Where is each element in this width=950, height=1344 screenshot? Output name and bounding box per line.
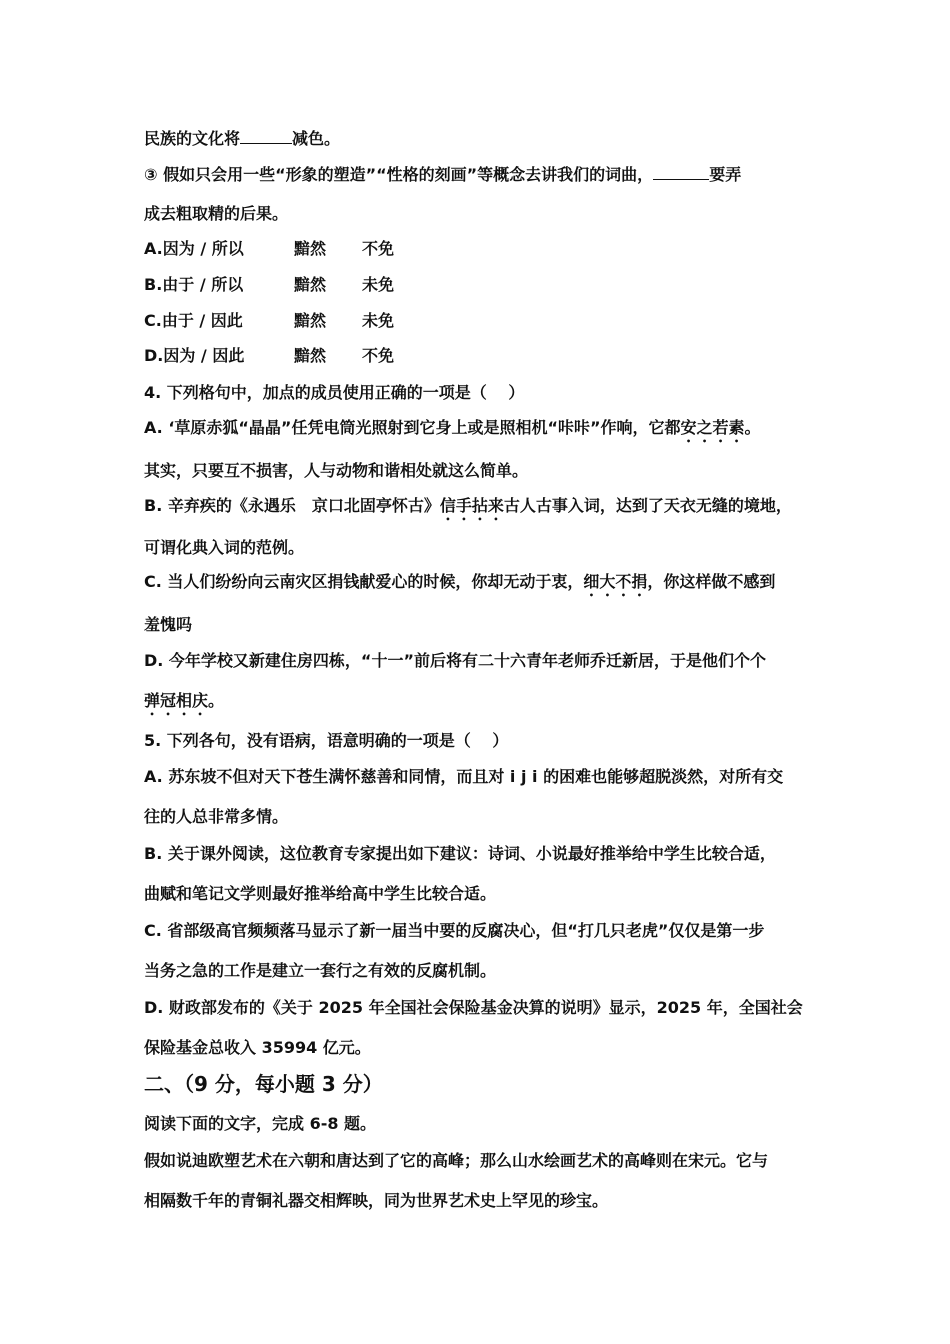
q4-option-c [144, 571, 840, 600]
answer-blank [240, 127, 292, 144]
q4-option-b [144, 495, 840, 524]
dotted-phrase: 安之若素 [680, 418, 745, 437]
q4-option-d-line2 [144, 690, 840, 719]
q5-option-d: D. 财政部发布的《关于 2025 年全国社会保险基金决算的说明》显示，2025 年，全国社会 [144, 998, 803, 1017]
q4-option-c-line2: 羞愧吗 [144, 615, 193, 634]
section-instruction: 阅读下面的文字，完成 6-8 题。 [144, 1114, 377, 1133]
q5-option-d-line2: 保险基金总收入 35994 亿元。 [144, 1038, 371, 1057]
option-label: A.因为 / 所以 [144, 239, 244, 258]
text-segment: 。 [744, 418, 761, 437]
dotted-phrase: 信手拈来 [439, 496, 504, 515]
passage-paragraph: 假如说迪欧塑艺术在六朝和唐达到了它的高峰；那么山水绘画艺术的高峰则在宋元。它与 [144, 1151, 769, 1170]
q4-option-d: D. 今年学校又新建住房四栋，“十一”前后将有二十六青年老师乔迁新居，于是他们个个 [144, 651, 766, 670]
q4-stem: 4. 下列格句中，加点的成员使用正确的一项是（ ） [144, 383, 525, 402]
text-segment: 减色。 [292, 129, 341, 148]
q3-option-a [144, 238, 840, 260]
option-word: 不免 [362, 346, 395, 365]
option-label: B.由于 / 所以 [144, 275, 244, 294]
q5-option-c: C. 省部级高官频频落马显示了新一届当中要的反腐决心，但“打几只老虎”仅仅是第一步 [144, 921, 765, 940]
text-segment: ，你这样做不感到 [647, 572, 776, 591]
option-word: 黯然 [294, 275, 327, 294]
text-segment: B. 辛弃疾的《永遇乐 京口北固亭怀古》 [144, 496, 440, 515]
q5-option-b: B. 关于课外阅读，这位教育专家提出如下建议：诗词、小说最好推举给中学生比较合适， [144, 844, 776, 863]
q4-option-b-line2: 可谓化典入词的范例。 [144, 538, 305, 557]
q5-stem: 5. 下列各句，没有语病，语意明确的一项是（ ） [144, 731, 509, 750]
dotted-phrase: 细大不捐 [583, 572, 648, 591]
q3-sentence-2-end [144, 127, 840, 150]
q3-option-b [144, 274, 840, 296]
option-label: C.由于 / 因此 [144, 311, 243, 330]
q3-option-c [144, 310, 840, 332]
q4-option-a-line2: 其实，只要互不损害，人与动物和谐相处就这么简单。 [144, 461, 529, 480]
q5-option-c-line2: 当务之急的工作是建立一套行之有效的反腐机制。 [144, 961, 497, 980]
text-segment: 要弄 [709, 165, 742, 184]
text-segment: A. ‘草原赤狐“晶晶”任凭电筒光照射到它身上或是照相机“咔咔”作响，它都 [144, 418, 681, 437]
text-segment: 民族的文化将 [144, 129, 241, 148]
q4-option-a [144, 417, 840, 446]
text-segment: ③ 假如只会用一些“形象的塑造”“性格的刻画”等概念去讲我们的词曲， [144, 165, 654, 184]
option-word: 黯然 [294, 239, 327, 258]
q5-option-a: A. 苏东坡不但对天下苍生满怀慈善和同情，而且对 i j i 的困难也能够超脱淡然，对所有交 [144, 767, 784, 786]
q3-option-d [144, 345, 840, 367]
answer-blank [653, 163, 709, 180]
q5-option-a-line2: 往的人总非常多情。 [144, 807, 289, 826]
passage-paragraph-line2: 相隔数千年的青铜礼器交相辉映，同为世界艺术史上罕见的珍宝。 [144, 1191, 609, 1210]
option-word: 黯然 [294, 346, 327, 365]
option-label: D.因为 / 因此 [144, 346, 245, 365]
option-word: 未免 [362, 311, 395, 330]
dotted-phrase: 弹冠相庆 [144, 691, 209, 710]
option-word: 未免 [362, 275, 395, 294]
option-word: 黯然 [294, 311, 327, 330]
section-heading: 二、（9 分，每小题 3 分） [144, 1072, 383, 1096]
option-word: 不免 [362, 239, 395, 258]
q3-sentence-3 [144, 163, 840, 186]
text-segment: 。 [208, 691, 225, 710]
text-segment: 古人古事入词，达到了天衣无缝的境地， [503, 496, 792, 515]
q5-option-b-line2: 曲赋和笔记文学则最好推举给高中学生比较合适。 [144, 884, 497, 903]
text-segment: C. 当人们纷纷向云南灾区捐钱献爱心的时候，你却无动于衷， [144, 572, 584, 591]
q3-sentence-3-line2: 成去粗取精的后果。 [144, 204, 289, 223]
